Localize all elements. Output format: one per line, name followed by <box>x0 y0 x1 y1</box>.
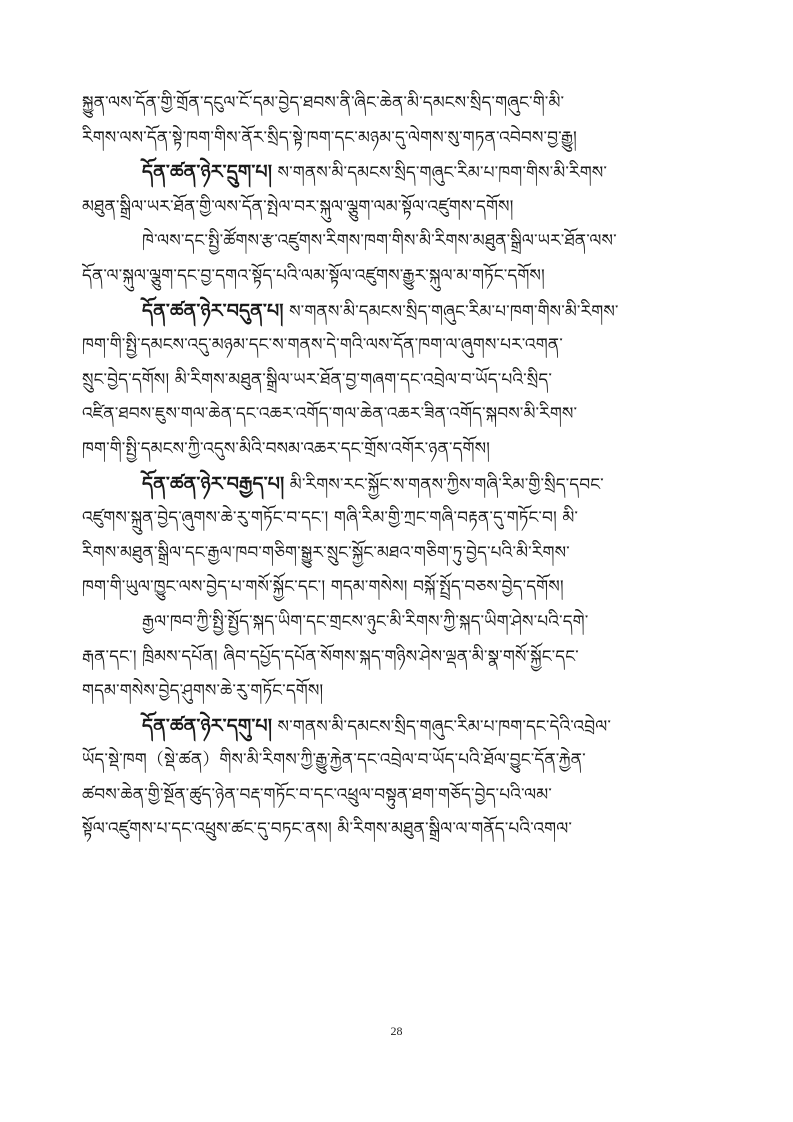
line-text: རྒྱལ་ཁབ་ཀྱི་སྤྱི་སྤྱོད་སྐད་ཡིག་དང་གྲངས་ཉུང་མི་རིགས་ཀྱི་སྐད་ཡིག་ཤེས་པའི་དགེ་ <box>142 611 589 632</box>
article-heading: དོན་ཚན་ཉེར་བརྒྱད་པ། <box>142 472 285 495</box>
text-line <box>82 674 712 709</box>
line-text: ཁག་གི་ཡུལ་ཁྱུང་ལས་བྱེད་པ་གསོ་སྐྱོང་དང་། གདམ་གསེས། བསྐོ་སྤྲོད་བཅས་བྱེད་དགོས། <box>82 577 564 598</box>
text-line <box>82 224 712 259</box>
line-text: ཚབས་ཆེན་གྱི་སྔོན་ཚུད་ཉེན་བརྡ་གཏོང་བ་དང་འཕྲུལ་བསྟུན་ཐག་གཅོད་བྱེད་པའི་ལམ་ <box>82 784 552 805</box>
text-line <box>82 640 712 675</box>
text-line <box>82 743 712 778</box>
page-number: 28 <box>390 1024 403 1038</box>
text-line <box>82 432 712 467</box>
text-line <box>82 812 712 847</box>
article-heading: དོན་ཚན་ཉེར་དྲུག་པ། <box>142 161 273 184</box>
line-text: སྲུང་བྱེད་དགོས། མི་རིགས་མཐུན་སྒྲིལ་ཡར་ཐོན་བྱ་གཞག་དང་འབྲེལ་བ་ཡོད་པའི་སྲིད་ <box>82 369 552 390</box>
text-line <box>82 121 712 156</box>
line-text: མི་རིགས་རང་སྐྱོང་ས་གནས་ཀྱིས་གཞི་རིམ་གྱི་སྲིད་དབང་ <box>284 474 604 495</box>
line-text: འཛིན་ཐབས་ཇུས་གལ་ཆེན་དང་འཆར་འགོད་གལ་ཆེན་འཆར་ཟིན་འགོད་སྐབས་མི་རིགས་ <box>82 404 578 425</box>
line-text: མཐུན་སྒྲིལ་ཡར་ཐོན་གྱི་ལས་དོན་སྤེལ་བར་སྐུལ་ལྕུག་ལམ་སྟོལ་འཛུགས་དགོས། <box>82 196 514 217</box>
line-text: རིགས་མཐུན་སྒྲིལ་དང་རྒྱལ་ཁབ་གཅིག་སྒྱུར་སྲུང་སྐྱོང་མཐའ་གཅིག་ཏུ་བྱེད་པའི་མི་རིགས་ <box>82 542 570 563</box>
line-text: ས་གནས་མི་དམངས་སྲིད་གཞུང་རིམ་པ་ཁག་གིས་མི་རིགས་ <box>272 163 608 184</box>
text-line <box>82 328 712 363</box>
line-text: ས་གནས་མི་དམངས་སྲིད་གཞུང་རིམ་པ་ཁག་གིས་མི་རིགས་ <box>283 301 619 322</box>
line-text: སྐྱུན་ལས་དོན་གྱི་གྲོན་དངུལ་ངོ་དམ་བྱེད་ཐབས་ནི་ཞིང་ཆེན་མི་དམངས་སྲིད་གཞུང་གི་མི་ <box>82 93 565 113</box>
line-text: ཁག་གི་སྤྱི་དམངས་འདུ་མཉམ་དང་ས་གནས་དེ་གའི་ལས་དོན་ཁག་ལ་ཞུགས་པར་འགན་ <box>82 335 563 356</box>
text-line <box>82 605 712 640</box>
text-line <box>82 570 712 605</box>
text-line <box>82 294 712 329</box>
text-line <box>82 778 712 813</box>
text-line <box>82 190 712 225</box>
line-text: གདམ་གསེས་བྱེད་ཤུགས་ཆེ་རུ་གཏོང་དགོས། <box>82 681 324 702</box>
line-text: ཁེ་ལས་དང་སྤྱི་ཚོགས་རྩ་འཛུགས་རིགས་ཁག་གིས་མི་རིགས་མཐུན་སྒྲིལ་ཡར་ཐོན་ལས་ <box>142 231 617 252</box>
article-heading: དོན་ཚན་ཉེར་དགུ་པ། <box>142 714 273 737</box>
text-line <box>82 155 712 190</box>
text-line <box>82 709 712 744</box>
article-heading: དོན་ཚན་ཉེར་བདུན་པ། <box>142 299 284 322</box>
line-text: རིགས་ལས་དོན་སྟེ་ཁག་གིས་ནོར་སྲིད་སྟེ་ཁག་དང་མཉམ་དུ་ལེགས་སུ་གཏན་འབེབས་བྱ་རྒྱུ། <box>82 127 577 148</box>
text-line <box>82 501 712 536</box>
line-text: དོན་ལ་སྐུལ་ལྕུག་དང་བྱ་དགའ་སྟོད་པའི་ལམ་སྟོལ་འཛུགས་རྒྱུར་སྐུལ་མ་གཏོང་དགོས། <box>82 265 545 286</box>
document-body <box>82 86 712 847</box>
text-line <box>82 467 712 502</box>
line-text: རྒན་དང་། ཁྲིམས་དཔོན། ཞིབ་དཔྱོད་དཔོན་སོགས་སྐད་གཉིས་ཤེས་ལྡན་མི་སྣ་གསོ་སྐྱོང་དང་ <box>82 646 579 667</box>
line-text: སྟོལ་འཛུགས་པ་དང་འཕྲུས་ཚང་དུ་བཏང་ནས། མི་རིགས་མཐུན་སྒྲིལ་ལ་གནོད་པའི་འགལ་ <box>82 819 572 840</box>
text-line <box>82 86 712 121</box>
text-line <box>82 259 712 294</box>
text-line <box>82 363 712 398</box>
text-line <box>82 536 712 571</box>
line-text: ཁག་གི་སྤྱི་དམངས་ཀྱི་འདུས་མིའི་བསམ་འཆར་དང་གྲོས་འགོར་ཉན་དགོས། <box>82 438 491 459</box>
text-line <box>82 397 712 432</box>
line-text: འཛུགས་སྐྲུན་བྱེད་ཞུགས་ཆེ་རུ་གཏོང་བ་དང་། གཞི་རིམ་གྱི་ཀྲང་གཞི་བརྟན་དུ་གཏོང་བ། མི་ <box>82 508 579 529</box>
line-text: ཡོད་སྡེ་ཁག（སྡེ་ཚན）གིས་མི་རིགས་ཀྱི་རྒྱུ་རྐྱེན་དང་འབྲེལ་བ་ཡོད་པའི་ཐོལ་བྱུང་དོན་རྐྱེན་ <box>82 750 586 771</box>
line-text: ས་གནས་མི་དམངས་སྲིད་གཞུང་རིམ་པ་ཁག་དང་དེའི་འབྲེལ་ <box>272 716 611 737</box>
